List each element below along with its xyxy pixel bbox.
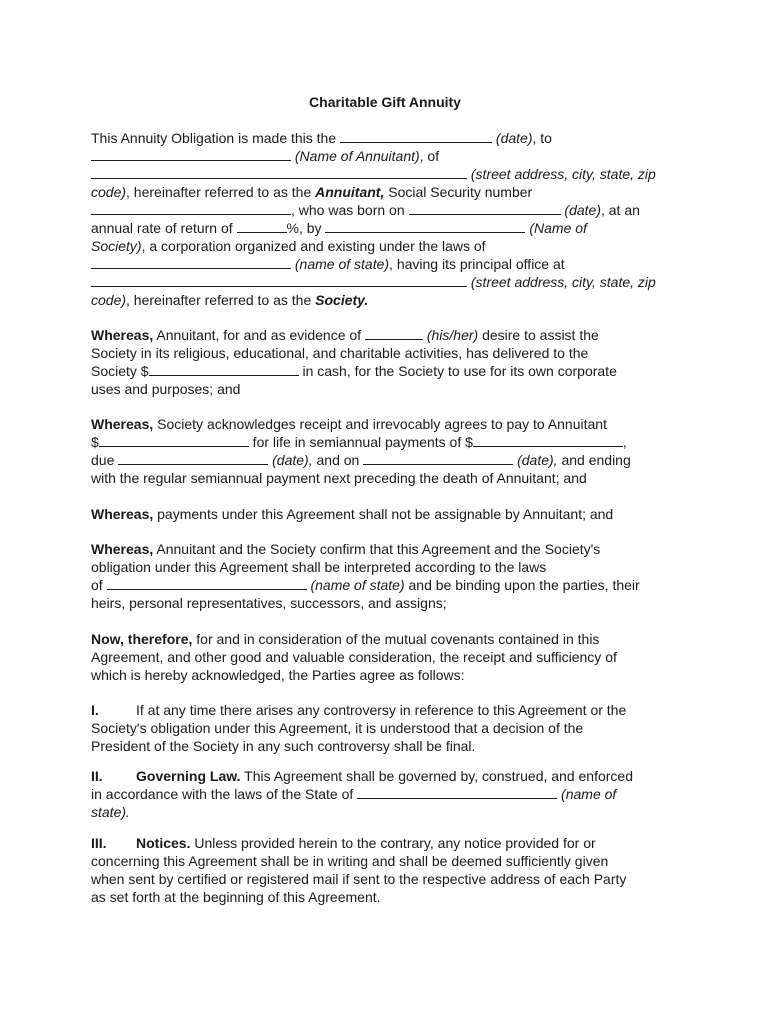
section-3-heading: Notices.: [136, 835, 191, 851]
intro-line-1: This Annuity Obligation is made this the (date), to: [91, 130, 552, 146]
section-2-number: II.: [91, 768, 103, 784]
whereas-1-line-4: uses and purposes; and: [91, 381, 241, 397]
society-name-blank[interactable]: [325, 220, 525, 233]
ssn-blank[interactable]: [91, 202, 291, 215]
date-blank[interactable]: [340, 130, 492, 143]
intro-line-2: (Name of Annuitant), of: [91, 147, 439, 165]
society-address-blank[interactable]: [91, 274, 467, 287]
section-2-line-3: state).: [91, 804, 130, 820]
intro-line-7: Society), a corporation organized and existing under the laws of: [91, 238, 486, 254]
whereas-2-line-1: Whereas, Society acknowledges receipt and irrevocably agrees to pay to Annuitant: [91, 416, 607, 432]
section-1-line-3: President of the Society in any such controversy shall be final.: [91, 738, 476, 754]
semiannual-payment-blank[interactable]: [473, 434, 623, 447]
cash-amount-blank[interactable]: [149, 363, 299, 376]
whereas-1-line-2: Society in its religious, educational, and charitable activities, has delivered to the: [91, 345, 589, 361]
section-3-number: III.: [91, 835, 107, 851]
section-2-heading: Governing Law.: [136, 768, 241, 784]
section-1-number: I.: [91, 702, 99, 718]
now-therefore-line-2: Agreement, and other good and valuable consideration, the receipt and sufficiency of: [91, 649, 617, 665]
governing-state-blank[interactable]: [107, 577, 307, 590]
document-title: Charitable Gift Annuity: [309, 94, 461, 110]
pronoun-blank[interactable]: [365, 327, 423, 340]
whereas-1-line-3: Society $ in cash, for the Society to use for its own corporate: [91, 363, 617, 379]
intro-line-6: annual rate of return of %, by (Name of: [91, 220, 587, 236]
annuitant-address-blank[interactable]: [91, 166, 467, 179]
birth-date-blank[interactable]: [409, 202, 561, 215]
section-3-line-3: when sent by certified or registered mail if sent to the respective address of each Party: [91, 871, 627, 887]
rate-blank[interactable]: [237, 220, 287, 233]
intro-line-10: code), hereinafter referred to as the Society.: [91, 292, 369, 308]
whereas-1-line-1: Whereas, Annuitant, for and as evidence of (his/her) desire to assist the: [91, 327, 599, 343]
intro-line-4: code), hereinafter referred to as the Annuitant, Social Security number: [91, 184, 533, 200]
state-law-blank[interactable]: [357, 786, 557, 799]
section-1-line-1: I. If at any time there arises any controversy in reference to this Agreement or the: [91, 702, 627, 718]
intro-line-3: (street address, city, state, zip: [91, 165, 656, 183]
payment-total-blank[interactable]: [99, 434, 249, 447]
intro-line-5: , who was born on (date), at an: [91, 201, 640, 219]
section-2-line-1: II. Governing Law. This Agreement shall be governed by, construed, and enforced: [91, 768, 634, 784]
intro-line-8: (name of state), having its principal office at: [91, 255, 565, 273]
whereas-2-line-3: due (date), and on (date), and ending: [91, 452, 631, 468]
section-1-line-2: Society's obligation under this Agreement, it is understood that a decision of the: [91, 720, 584, 736]
intro-line-9: (street address, city, state, zip: [91, 273, 656, 291]
now-therefore-line-1: Now, therefore, for and in consideration of the mutual covenants contained in this: [91, 631, 600, 647]
first-due-date-blank[interactable]: [118, 452, 268, 465]
section-3-line-2: concerning this Agreement shall be in writing and shall be deemed sufficiently given: [91, 853, 609, 869]
society-state-blank[interactable]: [91, 256, 291, 269]
section-2-line-2: in accordance with the laws of the State of (name of: [91, 786, 617, 802]
now-therefore-line-3: which is hereby acknowledged, the Parties agree as follows:: [91, 667, 465, 683]
whereas-4-line-2: obligation under this Agreement shall be interpreted according to the laws: [91, 559, 547, 575]
section-3-line-4: as set forth at the beginning of this Agreement.: [91, 889, 381, 905]
second-due-date-blank[interactable]: [363, 452, 513, 465]
whereas-2-line-2: $ for life in semiannual payments of $ ,: [91, 434, 627, 450]
section-3-line-1: III. Notices. Unless provided herein to the contrary, any notice provided for or: [91, 835, 596, 851]
whereas-4-line-3: of (name of state) and be binding upon the parties, their: [91, 577, 640, 593]
whereas-4-line-1: Whereas, Annuitant and the Society confirm that this Agreement and the Society's: [91, 541, 601, 557]
annuitant-name-blank[interactable]: [91, 148, 291, 161]
whereas-4-line-4: heirs, personal representatives, successors, and assigns;: [91, 595, 447, 611]
whereas-2-line-4: with the regular semiannual payment next preceding the death of Annuitant; and: [91, 470, 587, 486]
whereas-3-line-1: Whereas, payments under this Agreement shall not be assignable by Annuitant; and: [91, 506, 614, 522]
